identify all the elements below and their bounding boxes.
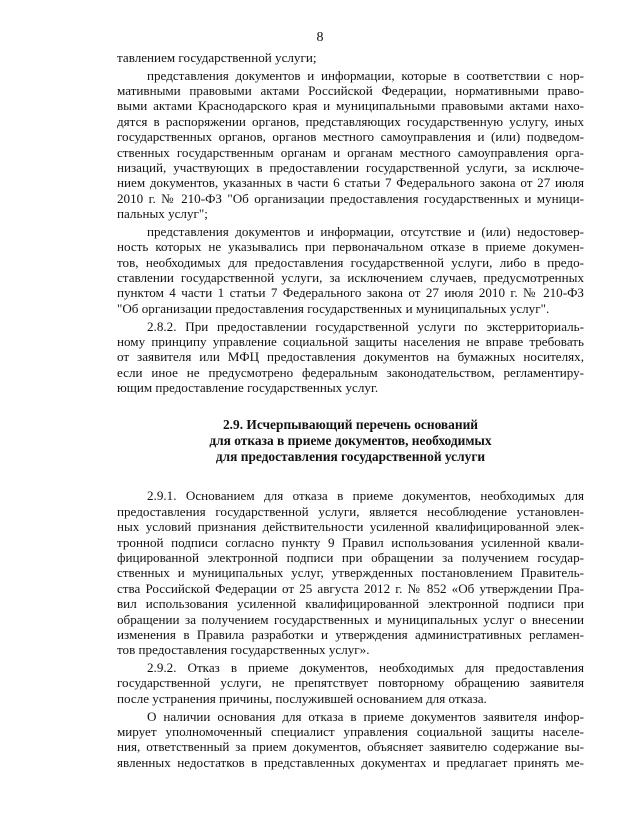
text-line: "Об организации предоставления государственных и муниципальных услуг".	[117, 300, 550, 316]
page-number: 8	[316, 30, 324, 45]
heading-line: 2.9. Исчерпывающий перечень оснований	[222, 417, 479, 433]
text-line: обращении за получением государственных и муниципальных услуг о внесении	[117, 611, 584, 627]
text-line: после устранения причины, послужившей основанием для отказа.	[117, 690, 487, 706]
text-line: тавлением государственной услуги;	[117, 50, 317, 65]
text-line: низаций, участвующих в предоставлении государственной услуги, за исключе-	[117, 160, 584, 176]
text-line: О наличии основания для отказа в приеме документов заявителя инфор-	[147, 708, 584, 724]
text-block-after-heading	[117, 488, 584, 770]
text-line: представления документов и информации, отсутствие и (или) недостовер-	[147, 223, 584, 239]
document-body	[117, 50, 584, 772]
text-line: государственных органов, органов местного самоуправления и (или) подведом-	[117, 129, 584, 145]
text-line: вил использования усиленной квалифицированной электронной подписи при	[117, 596, 584, 612]
paragraph	[117, 709, 584, 771]
text-line: ность которых не указывались при первоначальном отказе в приеме докумен-	[117, 239, 584, 255]
paragraph	[117, 660, 584, 706]
text-line: представления документов и информации, которые в соответствии с нор-	[147, 67, 584, 83]
text-line: 2.9.1. Основанием для отказа в приеме документов, необходимых для	[147, 488, 584, 504]
text-line: дятся в распоряжении органов, представляющих государственную услугу, иных	[117, 113, 584, 129]
heading-line: для отказа в приеме документов, необходимых	[209, 433, 492, 449]
text-line: 2010 г. № 210-ФЗ "Об организации предоставления государственных и муници-	[117, 190, 584, 206]
section-heading	[117, 417, 584, 465]
paragraph	[117, 488, 584, 657]
paragraph	[117, 50, 584, 65]
text-line: ния, ответственный за прием документов, объясняет заявителю содержание вы-	[117, 739, 584, 755]
paragraph	[117, 319, 584, 396]
text-line: мирует уполномоченный специалист управления социальной защиты населе-	[117, 723, 584, 739]
paragraph	[117, 68, 584, 222]
text-line: ставлении государственной услуги, за исключением случаев, предусмотренных	[117, 270, 584, 286]
text-line: предоставления государственной услуги, является несоблюдение установлен-	[117, 503, 584, 519]
text-line: ных условий признания действительности усиленной квалифицированной элек-	[117, 519, 584, 535]
paragraph	[117, 224, 584, 316]
text-line: тов предоставления государственных услуг».	[117, 642, 370, 658]
heading-line: для предоставления государственной услуги	[215, 449, 486, 465]
text-line: пальных услуг";	[117, 206, 208, 222]
text-line: пунктом 4 части 1 статьи 7 Федерального закона от 27 июля 2010 г. № 210-ФЗ	[117, 285, 584, 301]
text-line: ющим предоставление государственных услуг.	[117, 380, 379, 396]
text-line: государственной услуги, не препятствует повторному обращению заявителя	[117, 675, 584, 691]
text-line: тов, необходимых для предоставления государственной услуги, либо в предо-	[117, 254, 584, 270]
text-block-before-heading	[117, 50, 584, 395]
text-line: ственных и муниципальных услуг, утвержденных постановлением Правитель-	[117, 565, 584, 581]
text-line: нием документов, указанных в части 6 статьи 7 Федерального закона от 27 июля	[117, 175, 584, 191]
text-line: от заявителя или МФЦ предоставления документов на бумажных носителях,	[117, 349, 584, 365]
text-line: 2.9.2. Отказ в приеме документов, необходимых для предоставления	[147, 660, 584, 676]
text-line: явленных недостатков в представленных документах и предлагает принять ме-	[117, 754, 584, 770]
text-line: изменения в Правила разработки и утверждения административных регламен-	[117, 627, 584, 642]
text-line: выми актами Краснодарского края и муниципальными правовыми актами нахо-	[117, 98, 584, 114]
text-line: ства Российской Федерации от 25 августа 2012 г. № 852 «Об утверждении Пра-	[117, 580, 584, 596]
text-line: тронной подписи согласно пункту 9 Правил использования усиленной квали-	[117, 534, 584, 550]
text-line: мативными правовыми актами Российской Федерации, нормативными право-	[117, 83, 584, 99]
text-line: ственных государственным органам и органам местного самоуправления орга-	[117, 144, 584, 160]
text-line: если иное не предусмотрено федеральным законодательством, регламентиру-	[117, 364, 584, 380]
text-line: ному принципу управление социальной защиты населения не вправе требовать	[117, 333, 584, 349]
text-line: 2.8.2. При предоставлении государственной услуги по экстерриториаль-	[147, 318, 584, 334]
text-line: фицированной электронной подписи при обращении за получением государ-	[117, 550, 584, 566]
